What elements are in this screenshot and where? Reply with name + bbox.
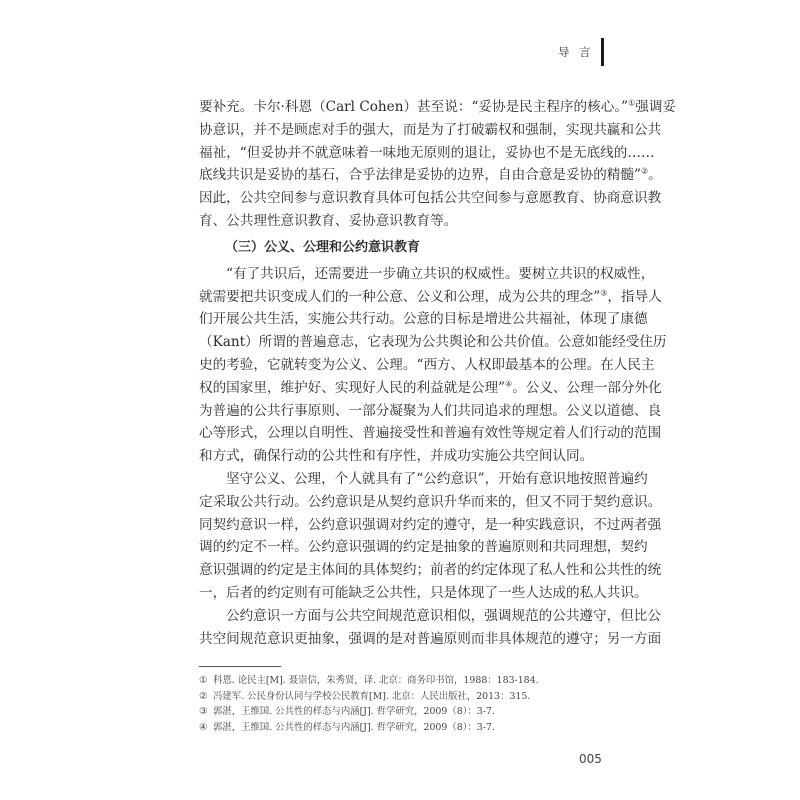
section-heading: （三）公义、公理和公约意识教育 [225, 239, 421, 255]
paragraph-1 [199, 96, 677, 233]
footnote-mark: ④ [199, 721, 208, 733]
text-line: 协意识，并不是顾虑对手的强大，而是为了打破霸权和强制，实现共赢和公共 [199, 121, 662, 138]
text-line: 调的约定不一样。公约意识强调的约定是抽象的普遍原则和共同理想，契约 [199, 539, 648, 556]
text-line: 就需要把共识变成人们的一种公意、公义和公理，成为公共的理念”③，指导人 [199, 288, 662, 305]
text-line: 因此，公共空间参与意识教育具体可包括公共空间参与意愿教育、协商意识教 [199, 190, 662, 207]
text-line: 一，后者的约定则有可能缺乏公共性，只是体现了一些人达成的私人共识。 [199, 584, 648, 601]
text-line: 史的考验，它就转变为公义、公理。“西方、人权即最基本的公理。在人民主 [199, 356, 655, 373]
text-line: 福祉，“但妥协并不就意味着一味地无原则的退让，妥协也不是无底线的…… [199, 144, 655, 161]
running-head-bar [601, 38, 604, 66]
paragraph-2 [199, 263, 667, 468]
footnotes [199, 673, 611, 735]
footnote-mark: ② [199, 690, 208, 702]
paragraph-3 [199, 468, 662, 605]
text-line: 和方式，确保行动的公共性和有序性，并成功实施公共空间认同。 [199, 448, 594, 465]
text-line: （Kant）所谓的普遍意志，它表现为公共舆论和公共价值。公意如能经受住历 [199, 334, 667, 351]
text-line: 权的国家里，维护好、实现好人民的利益就是公理”④。公义、公理一部分外化 [199, 379, 662, 396]
page-number: 005 [579, 752, 602, 766]
text-line: 意识强调的约定是主体间的具体契约；前者的约定体现了私人性和公共性的统 [199, 562, 662, 579]
footnote-text: 冯建军. 公民身份认同与学校公民教育[M]. 北京：人民出版社，2013：315. [213, 690, 531, 702]
text-line: 共空间规范意识更抽象，强调的是对普遍原则而非具体规范的遵守；另一方面 [199, 630, 662, 647]
text-line: 心等形式，公理以自明性、普遍接受性和普遍有效性等规定着人们行动的范围 [199, 425, 662, 442]
footnote [199, 704, 611, 720]
paragraph-4 [199, 605, 662, 651]
footnote [199, 720, 611, 736]
footnote-ref: ③ [600, 288, 608, 298]
text-line: 同契约意识一样，公约意识强调对约定的遵守，是一种实践意识，不过两者强 [199, 516, 662, 533]
footnote-ref: ① [628, 98, 636, 108]
text-line: 坚守公义、公理，个人就具有了“公约意识”，开始有意识地按照普遍约 [226, 470, 648, 487]
footnote-ref: ② [640, 166, 649, 176]
text-line: 育、公共理性意识教育、妥协意识教育等。 [199, 212, 458, 229]
text-line: 定采取公共行动。公约意识是从契约意识升华而来的，但又不同于契约意识。 [199, 493, 662, 510]
footnote-text: 科恩. 论民主[M]. 聂崇信，朱秀贤，译. 北京：商务印书馆，1988：183-184. [213, 675, 539, 686]
footnote-text: 郭湛，王维国. 公共性的样态与内涵[J]. 哲学研究，2009（8）：3-7. [213, 721, 495, 733]
footnote [199, 689, 611, 705]
running-head: 导 言 [558, 45, 594, 59]
footnote-ref: ④ [505, 379, 513, 389]
body-text [199, 96, 677, 650]
text-line: “有了共识后，还需要进一步确立共识的权威性。要树立共识的权威性， [226, 265, 655, 282]
text-line: 要补充。卡尔·科恩（Carl Cohen）甚至说：“妥协是民主程序的核心。”①强调妥 [199, 98, 677, 115]
footnote-text: 郭湛，王维国. 公共性的样态与内涵[J]. 哲学研究，2009（8）：3-7. [213, 706, 495, 717]
text-line: 底线共识是妥协的基石，合乎法律是妥协的边界，自由合意是妥协的精髓”②。 [199, 166, 662, 184]
footnote-mark: ③ [199, 706, 208, 717]
footnote-separator [199, 666, 281, 667]
text-line: 公约意识一方面与公共空间规范意识相似，强调规范的公共遵守，但比公 [226, 607, 661, 624]
text-line: 为普遍的公共行事原则、一部分凝聚为人们共同追求的理想。公义以道德、良 [199, 402, 662, 419]
footnote [199, 673, 611, 689]
footnote-mark: ① [199, 675, 208, 686]
text-line: 们开展公共生活，实施公共行动。公意的目标是增进公共福祉，体现了康德 [199, 311, 648, 328]
